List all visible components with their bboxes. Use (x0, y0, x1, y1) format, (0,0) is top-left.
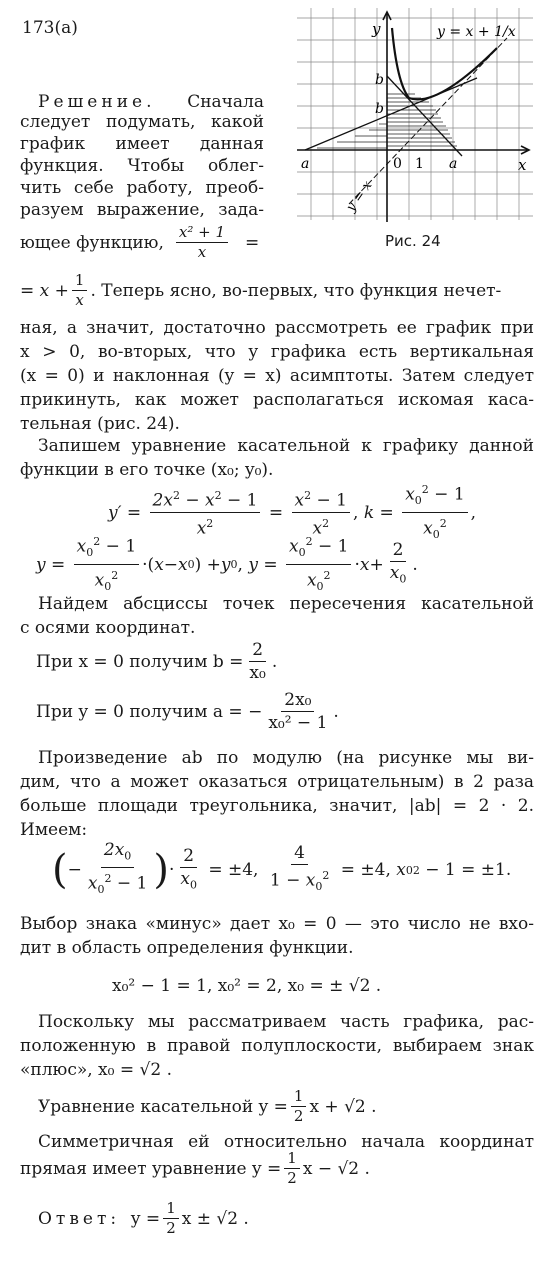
para1-line-2: ная, а значит, достаточно рассмотреть ее график при (20, 318, 534, 338)
para1-line-5: прикинуть, как может располагаться искомая каса- (20, 390, 534, 410)
intro-fraction: $\frac{\text{x² + 1}}{x}$ (176, 224, 228, 261)
axes (297, 12, 529, 222)
para7-line-1: Симметричная ей относительно начала координат (38, 1132, 534, 1152)
origin-label: 0 (393, 156, 402, 172)
para6-line-2: положенную в правой полуплоскости, выбираем знак (20, 1036, 534, 1056)
x-axis-label: x (518, 156, 527, 174)
figure-graph (297, 8, 537, 226)
intro-line-3: график имеет данная (20, 134, 264, 154)
a-label-right: a (449, 156, 458, 172)
b-equation: При x = 0 получим b = $\frac{2}{\text{x₀}}$ . (36, 640, 278, 683)
para4-line-4: Имеем: (20, 820, 88, 840)
para3-line-1: Найдем абсциссы точек пересечения касательной (38, 594, 534, 614)
para2-line-1: Запишем уравнение касательной к графику данной (38, 436, 534, 456)
b-label-upper: b (375, 72, 384, 88)
y-axis-label: y (372, 20, 381, 38)
lines (305, 28, 507, 204)
intro-line-5: чить себе работу, преоб- (20, 178, 264, 198)
para6-line-3: «плюс», x₀ = √2 . (20, 1060, 172, 1080)
para5-line-2: дит в область определения функции. (20, 938, 354, 958)
para1-line-3: x > 0, во-вторых, что у графика есть вертикальная (20, 342, 534, 362)
para6-line-1: Поскольку мы рассматриваем часть графика, рас- (38, 1012, 534, 1032)
curve-label: y = x + 1/x (437, 24, 516, 40)
intro-line-2: следует подумать, какой (20, 112, 264, 132)
para1-line-4: (x = 0) и наклонная (y = x) асимптоты. Затем следует (20, 366, 534, 386)
a-label-left: a (301, 156, 310, 172)
intro-line-1: Решение. Сначала (38, 90, 264, 115)
para4-line-3: больше площади треугольника, значит, |ab| = 2 · 2. (20, 796, 534, 816)
tangent-equation: Уравнение касательной y = $\frac{1}{2}$ x + √2 . (38, 1087, 377, 1125)
para4-line-2: дим, что a может оказаться отрицательным) в 2 раза (20, 772, 534, 792)
one-label: 1 (415, 156, 424, 172)
b-label-lower: b (375, 101, 384, 117)
tangent-general-equation: y = $\frac{x_0^2 - 1}{x_0^2}$ ·( x − x 0 ) + y 0 , y = $\frac{x_0^2 - 1}{x_0^2}$ · x + $\frac{2}{x_0}$ . (36, 532, 418, 597)
x0-equation: x₀² − 1 = 1, x₀² = 2, x₀ = ± √2 . (112, 976, 382, 996)
product-equation: ( − $\frac{2x_0}{x_0^2 - 1}$ ) · $\frac{2}{x_0}$ = ±4, $\frac{4}{1 - x_0^2}$ = ±4, x 0 2 − 1 = ±1. (52, 840, 512, 897)
intro-line-7: ющее функцию, $\frac{\text{x² + 1}}{x}$ = (20, 223, 260, 261)
derivative-equation: y′ = $\frac{2x^2 - x^2 - 1}{x^2}$ = $\frac{x^2 - 1}{x^2}$ , k = $\frac{x_0^2 - 1}{x_0^2}$ , (108, 480, 476, 545)
intro-line-4: функция. Чтобы облег- (20, 156, 264, 176)
para2-line-2: функции в его точке (x₀; y₀). (20, 460, 274, 480)
yx-label: y = x (343, 178, 376, 215)
para5-line-1: Выбор знака «минус» дает x₀ = 0 — это число не вхо- (20, 914, 534, 934)
answer-label: Ответ: (38, 1208, 121, 1229)
solution-heading: Решение. (38, 92, 156, 112)
para3-line-2: с осями координат. (20, 618, 196, 638)
para4-line-1: Произведение ab по модулю (на рисунке мы ви- (38, 748, 534, 768)
problem-number: 173(а) (22, 18, 78, 38)
answer-line: Ответ: y = $\frac{1}{2}$ x ± √2 . (38, 1199, 249, 1237)
para1-line-1: = x + $\frac{1}{x}$ . Теперь ясно, во-первых, что функция нечет- (20, 271, 502, 309)
intro-line-6: разуем выражение, зада- (20, 200, 264, 220)
para1-fraction: $\frac{1}{x}$ (72, 272, 88, 309)
symmetric-equation: прямая имеет уравнение y = $\frac{1}{2}$ x − √2 . (20, 1149, 370, 1187)
para1-line-6: тельная (рис. 24). (20, 414, 180, 434)
a-equation: При y = 0 получим a = − $\frac{\text{2x₀}}{\text{x₀² − 1}}$ . (36, 690, 339, 733)
figure-caption: Рис. 24 (385, 232, 441, 250)
